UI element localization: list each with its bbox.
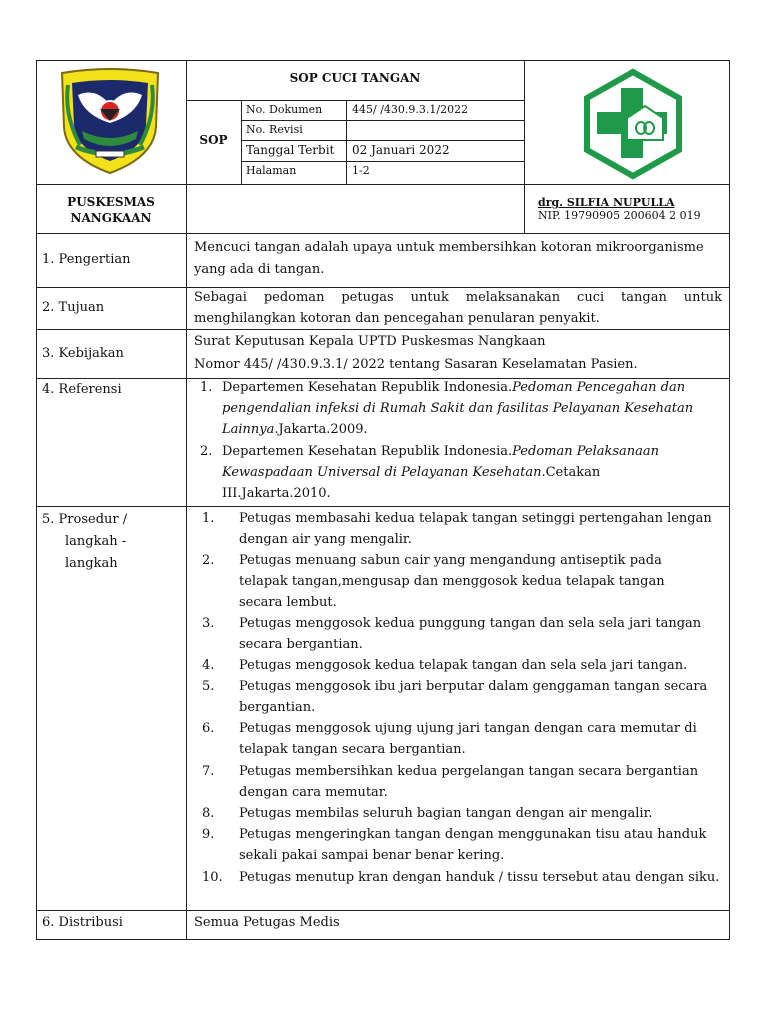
signer-nip: NIP. 19790905 200604 2 019: [538, 209, 701, 222]
step-text: Petugas membilas seluruh bagian tangan dengan air mengalir.: [239, 806, 653, 821]
step-number: 8.: [202, 806, 215, 821]
step-text: Petugas membersihkan kedua pergelangan tangan secara bergantian dengan cara memutar.: [239, 764, 699, 800]
meta-label-dokumen: No. Dokumen: [246, 103, 323, 116]
step-text: Petugas membasahi kedua telapak tangan setinggi pertengahan lengan dengan air yang mengalir.: [239, 511, 712, 547]
kebijakan-line-1: Surat Keputusan Kepala UPTD Puskesmas Nangkaan: [194, 334, 546, 349]
step-number: 9.: [202, 827, 215, 842]
step-text: Petugas menggosok kedua punggung tangan dan sela sela jari tangan secara bergantian.: [239, 616, 702, 652]
step-text: Petugas menggosok kedua telapak tangan dan sela sela jari tangan.: [239, 658, 688, 673]
document-title: SOP CUCI TANGAN: [289, 71, 421, 85]
step-text: Petugas menggosok ibu jari berputar dalam genggaman tangan secara bergantian.: [239, 679, 708, 715]
border-left: [36, 60, 37, 940]
meta-label-halaman: Halaman: [246, 164, 297, 177]
meta-row-line-1: [241, 120, 524, 121]
tujuan-line-2: menghilangkan kotoran dan pencegahan penularan penyakit.: [194, 311, 600, 326]
step-text: Petugas menutup kran dengan handuk / tissu tersebut atau dengan siku.: [239, 870, 720, 885]
border-right: [729, 60, 730, 940]
border-top: [36, 60, 730, 61]
kebijakan-line-2: Nomor 445/ /430.9.3.1/ 2022 tentang Sasaran Keselamatan Pasien.: [194, 357, 638, 372]
meta-mid-divider: [346, 100, 347, 184]
header-bottom-divider: [36, 233, 730, 234]
referensi-item: [200, 377, 720, 441]
header-right-divider: [524, 60, 525, 233]
label-column-divider: [186, 60, 187, 940]
referensi-title: Pedoman Pencegahan dan pengendalian infeksi di Rumah Sakit dan fasilitas Pelayanan Kesehatan Lainnya: [222, 380, 694, 437]
label-tujuan: 2. Tujuan: [42, 300, 105, 315]
referensi-number: 1.: [200, 380, 213, 395]
row-line-referensi: [36, 506, 730, 507]
step-number: 4.: [202, 658, 215, 673]
meta-row-line-3: [241, 161, 524, 162]
referensi-author: Departemen Kesehatan Republik Indonesia.: [222, 380, 513, 395]
step-text: Petugas menuang sabun cair yang mengandung antiseptik pada telapak tangan,mengusap dan menggosok kedua telapak tangan secara lembut.: [239, 553, 665, 610]
tujuan-line-1: Sebagai pedoman petugas untuk melaksanakan cuci tangan untuk: [194, 290, 722, 305]
referensi-publisher: .Jakarta.2009.: [274, 422, 368, 437]
meta-value-tanggal: 02 Januari 2022: [352, 143, 450, 157]
step-number: 10.: [202, 870, 223, 885]
row-line-tujuan: [36, 329, 730, 330]
header-mid-divider: [36, 184, 730, 185]
step-text: Petugas menggosok ujung ujung jari tangan dengan cara memutar di telapak tangan secara bergantian.: [239, 721, 697, 757]
referensi-number: 2.: [200, 444, 213, 459]
row-line-prosedur: [36, 910, 730, 911]
meta-label-tanggal: Tanggal Terbit: [246, 143, 335, 157]
step-number: 5.: [202, 679, 215, 694]
meta-left-divider: [241, 100, 242, 184]
label-prosedur-3: langkah: [65, 556, 118, 571]
meta-label-revisi: No. Revisi: [246, 123, 303, 136]
step-number: 7.: [202, 764, 215, 779]
referensi-publisher: .Cetakan III.Jakarta.2010.: [222, 465, 601, 501]
distribusi-value: Semua Petugas Medis: [194, 915, 340, 930]
regional-crest-logo: [56, 65, 164, 177]
label-kebijakan: 3. Kebijakan: [42, 346, 124, 361]
org-name-line-1: PUSKESMAS: [67, 195, 155, 209]
label-pengertian: 1. Pengertian: [42, 252, 131, 267]
referensi-text: [222, 377, 718, 440]
referensi-author: Departemen Kesehatan Republik Indonesia.: [222, 444, 513, 459]
step-number: 3.: [202, 616, 215, 631]
meta-value-dokumen: 445/ /430.9.3.1/2022: [352, 103, 469, 116]
step-number: 6.: [202, 721, 215, 736]
referensi-text: [222, 441, 692, 504]
pengertian-line-1: Mencuci tangan adalah upaya untuk membersihkan kotoran mikroorganisme: [194, 240, 704, 255]
signer-name: drg. SILFIA NUPULLA: [538, 196, 675, 209]
label-referensi: 4. Referensi: [42, 382, 122, 397]
border-bottom: [36, 939, 730, 940]
puskesmas-cross-logo: [581, 68, 685, 180]
step-number: 2.: [202, 553, 215, 568]
referensi-title: Pedoman Pelaksanaan Kewaspadaan Universal di Pelayanan Kesehatan: [222, 444, 660, 480]
step-number: 1.: [202, 511, 215, 526]
label-distribusi: 6. Distribusi: [42, 915, 123, 930]
label-prosedur-1: 5. Prosedur /: [42, 512, 128, 527]
org-name-line-2: NANGKAAN: [70, 211, 152, 225]
referensi-item: [200, 441, 720, 505]
meta-value-halaman: 1-2: [352, 164, 370, 177]
meta-row-line-2: [241, 140, 524, 141]
sop-document: [36, 60, 730, 940]
step-text: Petugas mengeringkan tangan dengan menggunakan tisu atau handuk sekali pakai sampai benar benar kering.: [239, 827, 707, 863]
label-prosedur-2: langkah -: [65, 534, 127, 549]
sop-label: SOP: [199, 133, 228, 147]
pengertian-line-2: yang ada di tangan.: [194, 262, 325, 277]
title-divider: [186, 100, 524, 101]
